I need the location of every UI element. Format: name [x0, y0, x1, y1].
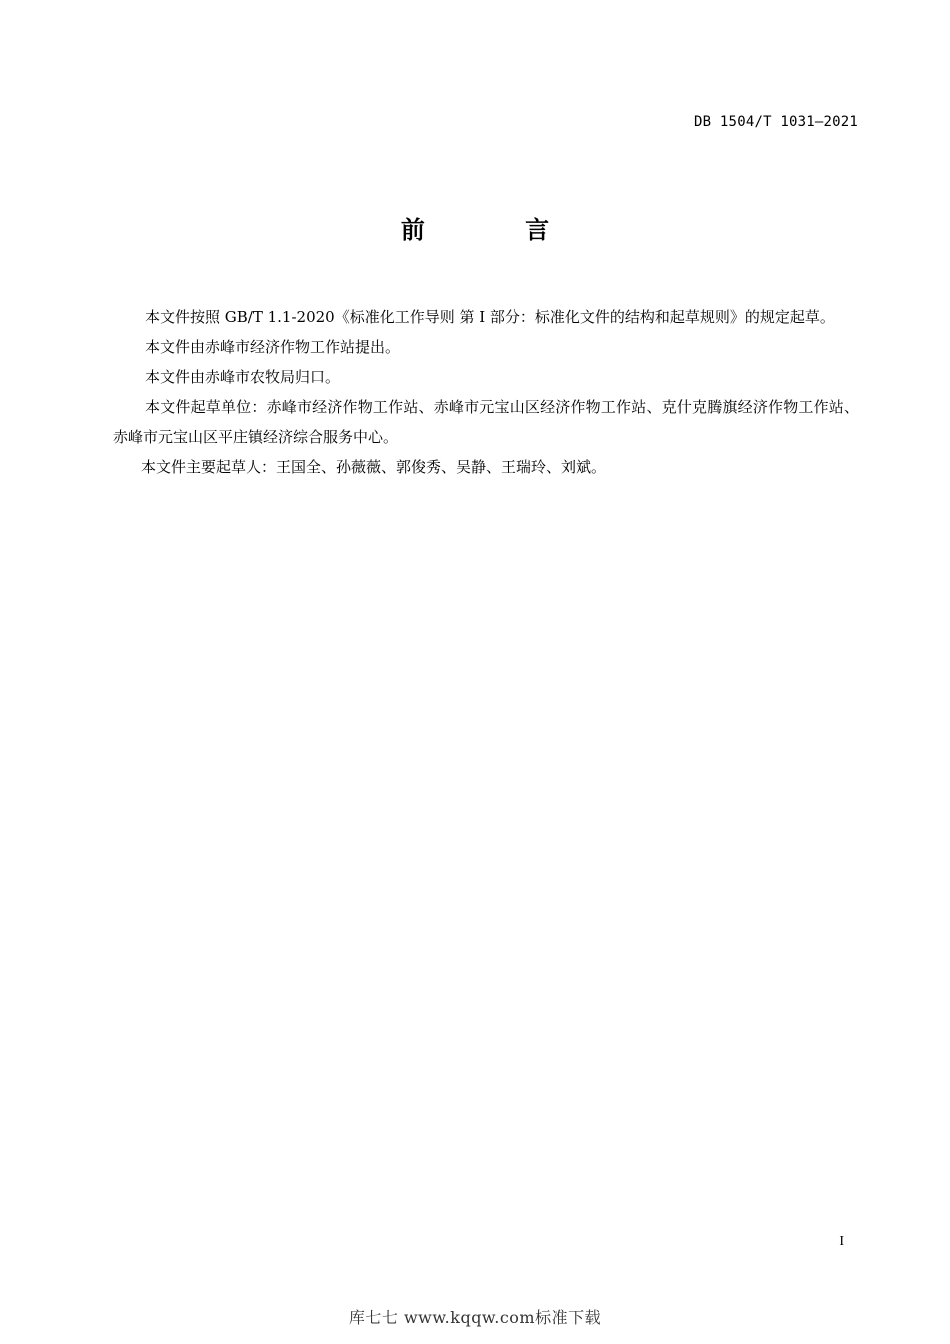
paragraph-main-drafters: 本文件主要起草人：王国全、孙薇薇、郭俊秀、吴静、王瑞玲、刘斌。: [141, 458, 607, 476]
page-title: 前 言: [400, 216, 596, 244]
paragraph-proposer: 本文件由赤峰市经济作物工作站提出。: [145, 338, 401, 356]
preface-body: [113, 302, 859, 482]
page-number: I: [839, 1234, 844, 1249]
paragraph-centralized-by: 本文件由赤峰市农牧局归口。: [145, 368, 341, 386]
paragraph-drafting-basis: 本文件按照 GB/T 1.1-2020《标准化工作导则 第 I 部分：标准化文件的结构和起草规则》的规定起草。: [145, 308, 835, 326]
standard-code: DB 1504/T 1031—2021: [694, 114, 858, 130]
footer-watermark: 库七七 www.kqqw.com标准下载: [348, 1308, 602, 1327]
paragraph-drafting-units: 本文件起草单位：赤峰市经济作物工作站、赤峰市元宝山区经济作物工作站、克什克腾旗经济作物工作站、赤峰市元宝山区平庄镇经济综合服务中心。: [113, 398, 859, 446]
